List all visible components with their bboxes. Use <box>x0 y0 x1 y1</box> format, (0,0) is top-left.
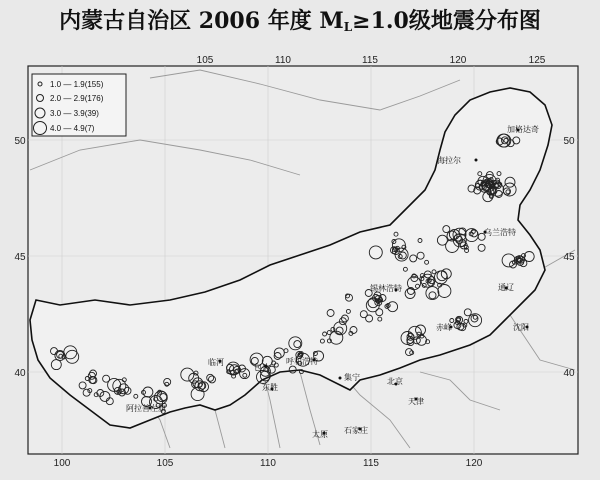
lon-ticks-top <box>197 55 546 66</box>
lon-ticks-bottom <box>54 458 483 469</box>
city-label: 北京 <box>387 377 403 386</box>
lon-tick-top: 110 <box>275 55 291 66</box>
city-label: 呼和浩特 <box>286 357 318 366</box>
city-label: 阿拉善左旗 <box>126 404 166 413</box>
lon-tick-bottom: 115 <box>363 458 379 469</box>
lat-tick-right: 45 <box>563 252 575 263</box>
city-label: 赤峰 <box>436 323 452 332</box>
city-label: 包头 <box>254 363 270 372</box>
city-label: 沈阳 <box>513 323 529 332</box>
city-label: 天津 <box>408 397 424 406</box>
city-label: 集宁 <box>344 373 360 382</box>
lon-tick-bottom: 105 <box>156 458 174 469</box>
lon-tick-top: 115 <box>362 55 378 66</box>
lat-tick-left: 50 <box>14 136 26 147</box>
city-label: 加格达奇 <box>507 125 539 134</box>
lon-tick-bottom: 100 <box>53 458 71 469</box>
city-label: 乌兰浩特 <box>484 228 516 237</box>
legend-item: 2.0 — 2.9(176) <box>50 94 104 103</box>
legend-item: 1.0 — 1.9(155) <box>50 80 104 89</box>
lat-tick-right: 50 <box>563 136 575 147</box>
lat-ticks-left <box>14 136 26 379</box>
lon-tick-bottom: 120 <box>465 458 483 469</box>
lon-tick-top: 105 <box>196 55 214 66</box>
lat-tick-left: 45 <box>14 252 26 263</box>
lat-tick-right: 40 <box>563 368 575 379</box>
city-label: 通辽 <box>498 283 514 292</box>
city-label: 海拉尔 <box>437 156 461 165</box>
legend-item: 3.0 — 3.9(39) <box>50 109 99 118</box>
city-label: 太原 <box>312 430 328 439</box>
legend-item: 4.0 — 4.9(7) <box>50 124 95 133</box>
city-label: 东胜 <box>262 383 278 392</box>
lon-tick-top: 125 <box>528 55 546 66</box>
legend <box>32 74 126 136</box>
city-label: 临河 <box>208 358 224 367</box>
city-label: 锡林浩特 <box>370 284 402 293</box>
map-title: 内蒙古自治区 2006 年度 ML≥1.0级地震分布图 <box>59 8 541 34</box>
lon-tick-bottom: 110 <box>260 458 276 469</box>
lon-tick-top: 120 <box>449 55 467 66</box>
city-label: 石家庄 <box>344 426 368 435</box>
lat-tick-left: 40 <box>14 368 26 379</box>
